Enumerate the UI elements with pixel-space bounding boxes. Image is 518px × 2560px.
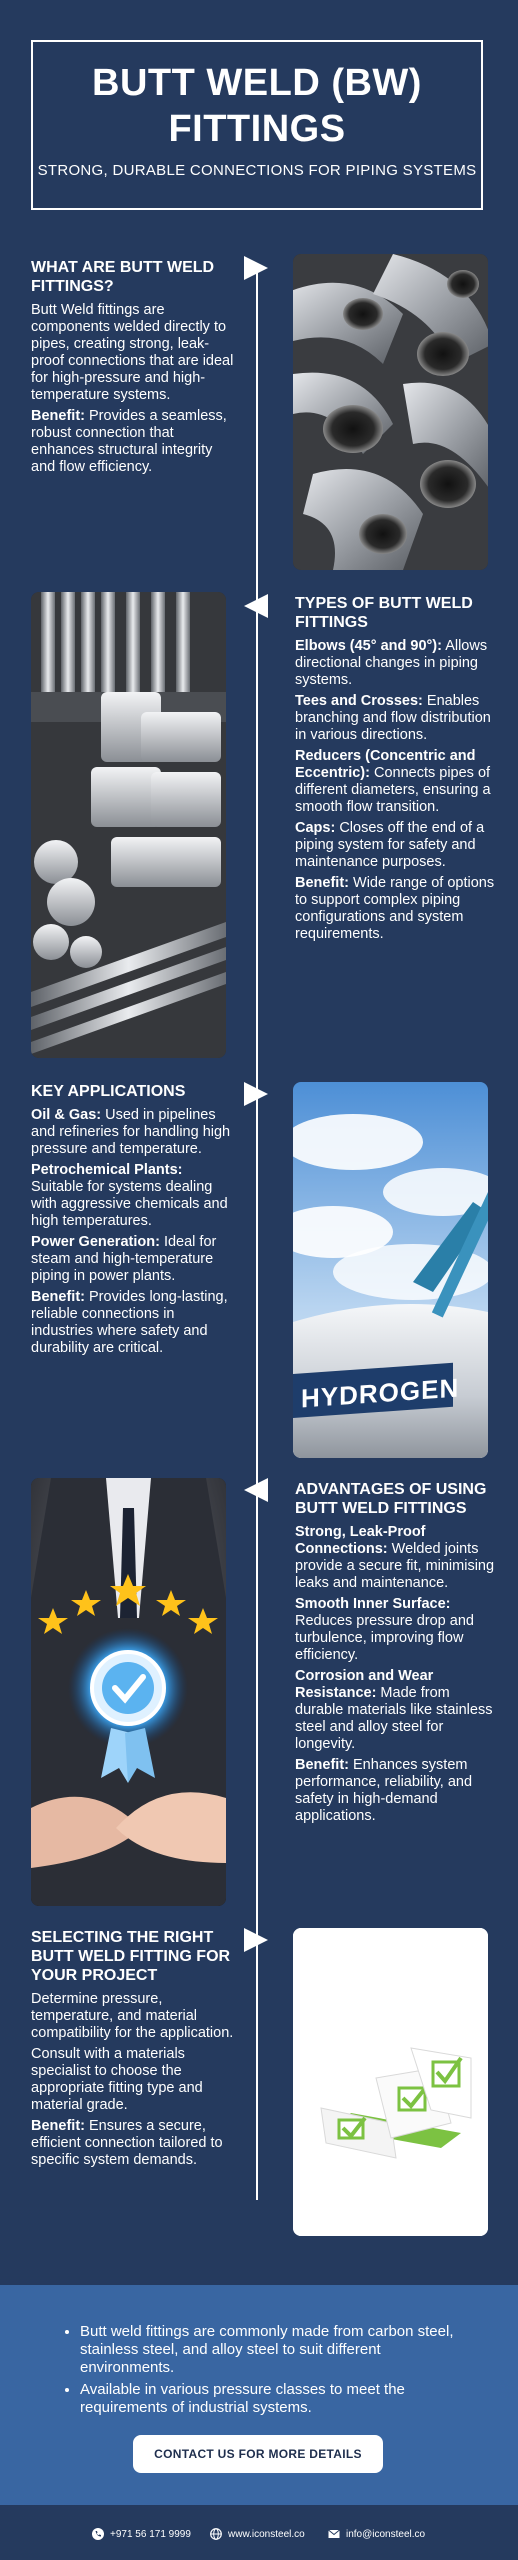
timeline-line — [256, 270, 258, 2200]
quality-badge-image — [31, 1478, 226, 1906]
section-paragraph: Benefit: Ensures a secure, efficient connection tailored to specific system demands. — [31, 2118, 223, 2168]
section-paragraph: Petrochemical Plants: Suitable for systems dealing with aggressive chemicals and high temperatures. — [31, 1162, 228, 1229]
list-item: • Butt weld fittings are commonly made from carbon steel, stainless steel, and alloy steel to suit different environments. — [80, 2323, 460, 2377]
elbow-fittings-image — [293, 254, 488, 570]
section-paragraph: Determine pressure, temperature, and material compatibility for the application. — [31, 1991, 234, 2041]
email-address: info@iconsteel.co — [346, 2528, 426, 2540]
section-title: KEY APPLICATIONS — [31, 1083, 186, 1100]
section-title: ADVANTAGES OF USING BUTT WELD FITTINGS — [295, 1481, 487, 1517]
section-what-are — [31, 258, 236, 480]
page-subtitle: STRONG, DURABLE CONNECTIONS FOR PIPING SYSTEMS — [37, 162, 477, 179]
section-title: WHAT ARE BUTT WELD FITTINGS? — [31, 259, 215, 295]
footer-bullet-list — [80, 2323, 460, 2421]
website-link: www.iconsteel.co — [228, 2528, 305, 2540]
section-advantages — [295, 1480, 500, 1829]
section-paragraph: Consult with a materials specialist to choose the appropriate fitting type and material grade. — [31, 2046, 203, 2113]
hydrogen-label: HYDROGEN — [301, 1372, 460, 1414]
list-item: • Available in various pressure classes to meet the requirements of industrial systems. — [80, 2381, 460, 2417]
section-selecting — [31, 1928, 236, 2173]
arrow-left-icon — [244, 594, 268, 618]
section-paragraph: Caps: Closes off the end of a piping system for safety and maintenance purposes. — [295, 820, 485, 870]
section-paragraph: Smooth Inner Surface: Reduces pressure drop and turbulence, improving flow efficiency. — [295, 1596, 474, 1663]
section-paragraph: Reducers (Concentric and Eccentric): Connects pipes of different diameters, ensuring a smooth flow transition. — [295, 748, 491, 815]
arrow-right-icon — [244, 1928, 268, 1952]
section-types — [295, 594, 500, 947]
section-paragraph: Strong, Leak-Proof Connections: Welded joints provide a secure fit, minimising leaks and maintenance. — [295, 1524, 495, 1591]
title-box — [31, 40, 483, 210]
phone-number: +971 56 171 9999 — [110, 2528, 191, 2540]
steel-bars-image — [31, 592, 226, 1058]
section-paragraph: Corrosion and Wear Resistance: Made from durable materials like stainless steel and alloy steel for longevity. — [295, 1668, 493, 1752]
contact-bar — [0, 2512, 518, 2560]
globe-icon — [210, 2528, 222, 2540]
arrow-right-icon — [244, 1082, 268, 1106]
section-applications — [31, 1082, 236, 1361]
phone-icon — [92, 2528, 104, 2540]
section-paragraph: Power Generation: Ideal for steam and high-temperature piping in power plants. — [31, 1234, 217, 1284]
arrow-right-icon — [244, 256, 268, 280]
section-paragraph: Elbows (45° and 90°): Allows directional changes in piping systems. — [295, 638, 488, 688]
checklist-image — [293, 1928, 488, 2236]
footer-band — [0, 2285, 518, 2505]
arrow-left-icon — [244, 1478, 268, 1502]
phone-contact[interactable] — [92, 2528, 191, 2540]
website-contact[interactable] — [210, 2528, 305, 2540]
contact-us-button[interactable]: CONTACT US FOR MORE DETAILS — [133, 2435, 383, 2473]
section-paragraph: Benefit: Provides a seamless, robust connection that enhances structural integrity and flow efficiency. — [31, 408, 227, 475]
section-paragraph: Benefit: Provides long-lasting, reliable connections in industries where safety and durability are critical. — [31, 1289, 228, 1356]
section-paragraph: Oil & Gas: Used in pipelines and refineries for handling high pressure and temperature. — [31, 1107, 231, 1157]
email-contact[interactable] — [328, 2528, 425, 2540]
section-paragraph: Tees and Crosses: Enables branching and flow distribution in various directions. — [295, 693, 491, 743]
page-title: BUTT WELD (BW) FITTINGS — [92, 62, 422, 150]
mail-icon — [328, 2528, 340, 2540]
section-paragraph: Benefit: Wide range of options to support complex piping configurations and system requirements. — [295, 875, 495, 942]
section-title: SELECTING THE RIGHT BUTT WELD FITTING FOR YOUR PROJECT — [31, 1929, 231, 1984]
hydrogen-tank-image — [293, 1082, 488, 1458]
section-title: TYPES OF BUTT WELD FITTINGS — [295, 595, 473, 631]
section-paragraph: Benefit: Enhances system performance, reliability, and safety in high-demand applications. — [295, 1757, 473, 1824]
section-paragraph: Butt Weld fittings are components welded directly to pipes, creating strong, leak-proof connections that are ideal for high-pressure and high-temperature systems. — [31, 302, 234, 403]
